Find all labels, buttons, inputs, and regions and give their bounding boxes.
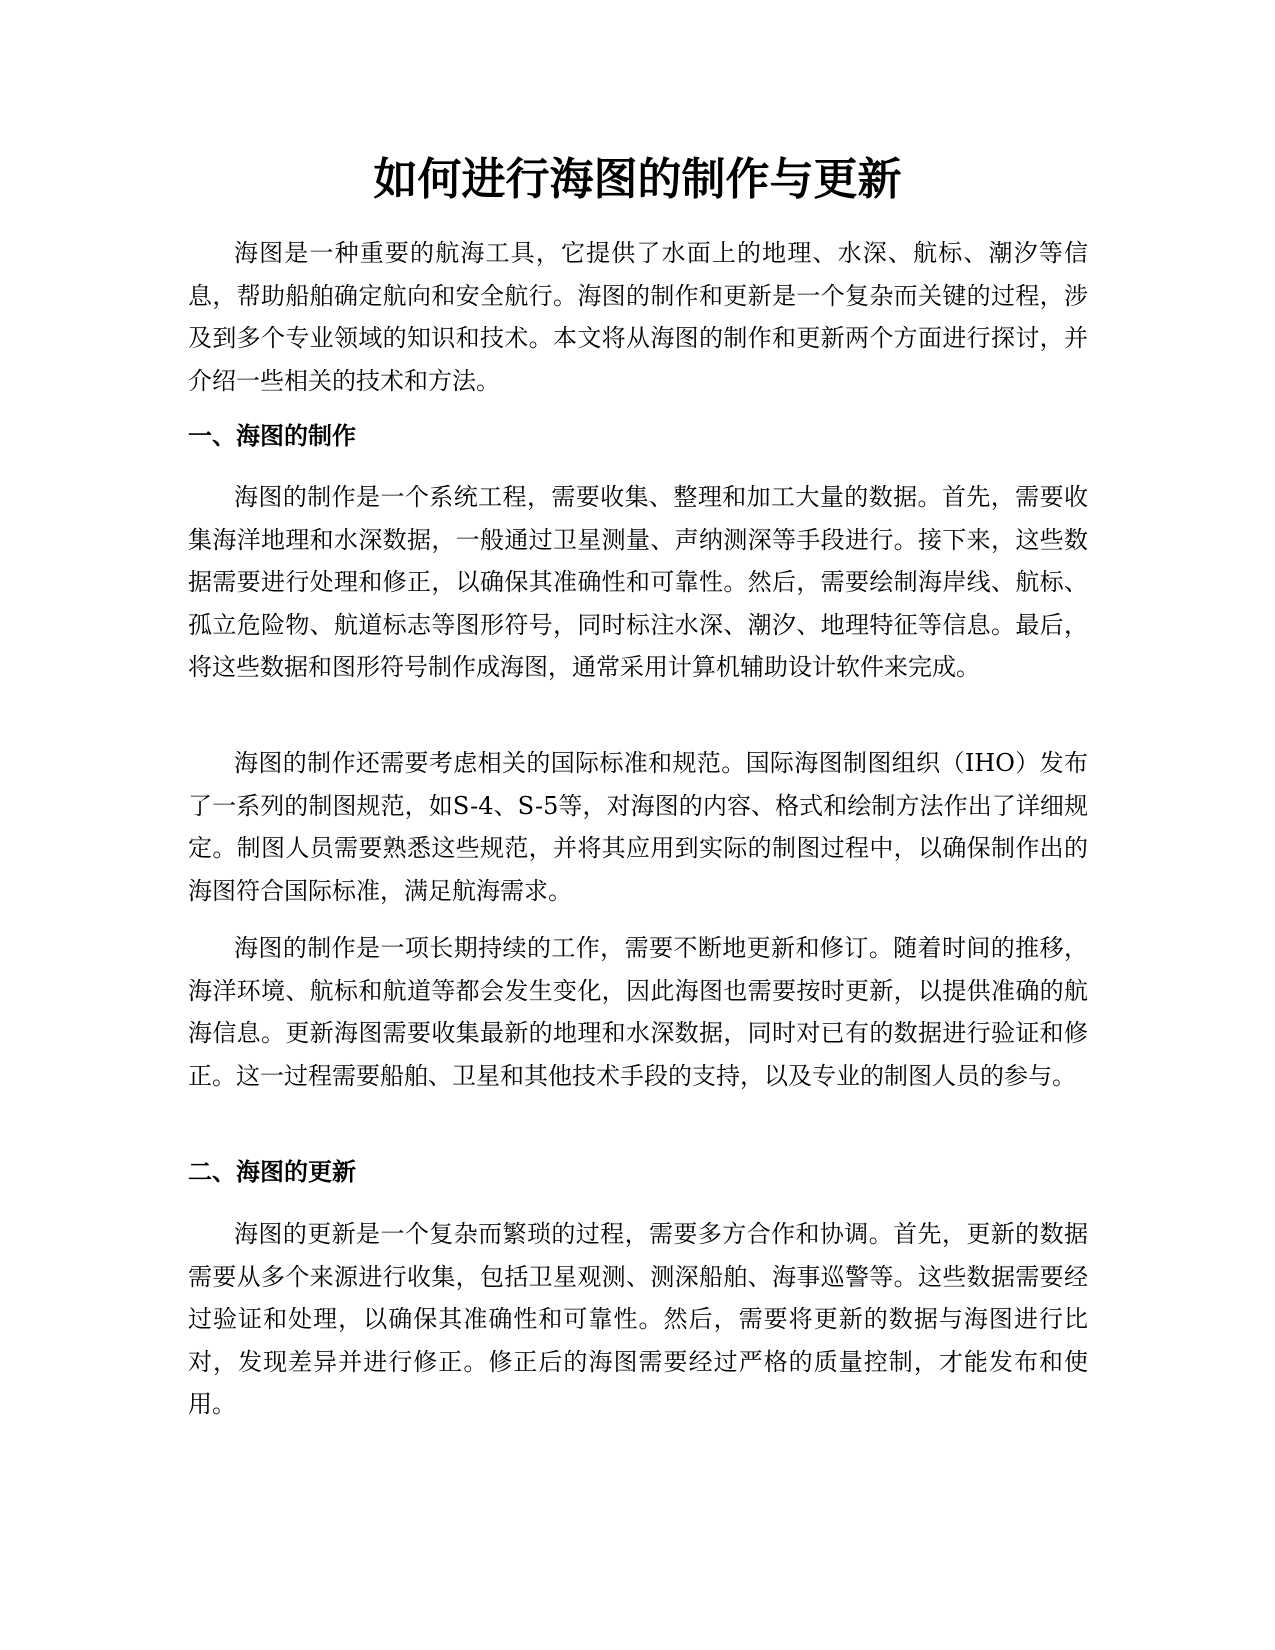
making-paragraph-2: 海图的制作还需要考虑相关的国际标准和规范。国际海图制图组织（IHO）发布了一系列的制图规范，如S-4、S-5等，对海图的内容、格式和绘制方法作出了详细规定。制图人员需要熟悉这些规范，并将其应用到实际的制图过程中，以确保制作出的海图符合国际标准，满足航海需求。 bbox=[188, 749, 1088, 905]
section-heading-updating: 二、海图的更新 bbox=[188, 1158, 356, 1186]
updating-paragraph-1: 海图的更新是一个复杂而繁琐的过程，需要多方合作和协调。首先，更新的数据需要从多个来源进行收集，包括卫星观测、测深船舶、海事巡警等。这些数据需要经过验证和处理，以确保其准确性和可靠性。然后，需要将更新的数据与海图进行比对，发现差异并进行修正。修正后的海图需要经过严格的质量控制，才能发布和使用。 bbox=[188, 1220, 1088, 1418]
intro-paragraph: 海图是一种重要的航海工具，它提供了水面上的地理、水深、航标、潮汐等信息，帮助船舶确定航向和安全航行。海图的制作和更新是一个复杂而关键的过程，涉及到多个专业领域的知识和技术。本文将从海图的制作和更新两个方面进行探讨，并介绍一些相关的技术和方法。 bbox=[188, 239, 1088, 395]
making-paragraph-1: 海图的制作是一个系统工程，需要收集、整理和加工大量的数据。首先，需要收集海洋地理和水深数据，一般通过卫星测量、声纳测深等手段进行。接下来，这些数据需要进行处理和修正，以确保其准确性和可靠性。然后，需要绘制海岸线、航标、孤立危险物、航道标志等图形符号，同时标注水深、潮汐、地理特征等信息。最后，将这些数据和图形符号制作成海图，通常采用计算机辅助设计软件来完成。 bbox=[188, 483, 1088, 681]
making-paragraph-3: 海图的制作是一项长期持续的工作，需要不断地更新和修订。随着时间的推移，海洋环境、航标和航道等都会发生变化，因此海图也需要按时更新，以提供准确的航海信息。更新海图需要收集最新的地理和水深数据，同时对已有的数据进行验证和修正。这一过程需要船舶、卫星和其他技术手段的支持，以及专业的制图人员的参与。 bbox=[188, 934, 1088, 1090]
document-title: 如何进行海图的制作与更新 bbox=[373, 154, 902, 205]
section-heading-making: 一、海图的制作 bbox=[188, 422, 356, 450]
